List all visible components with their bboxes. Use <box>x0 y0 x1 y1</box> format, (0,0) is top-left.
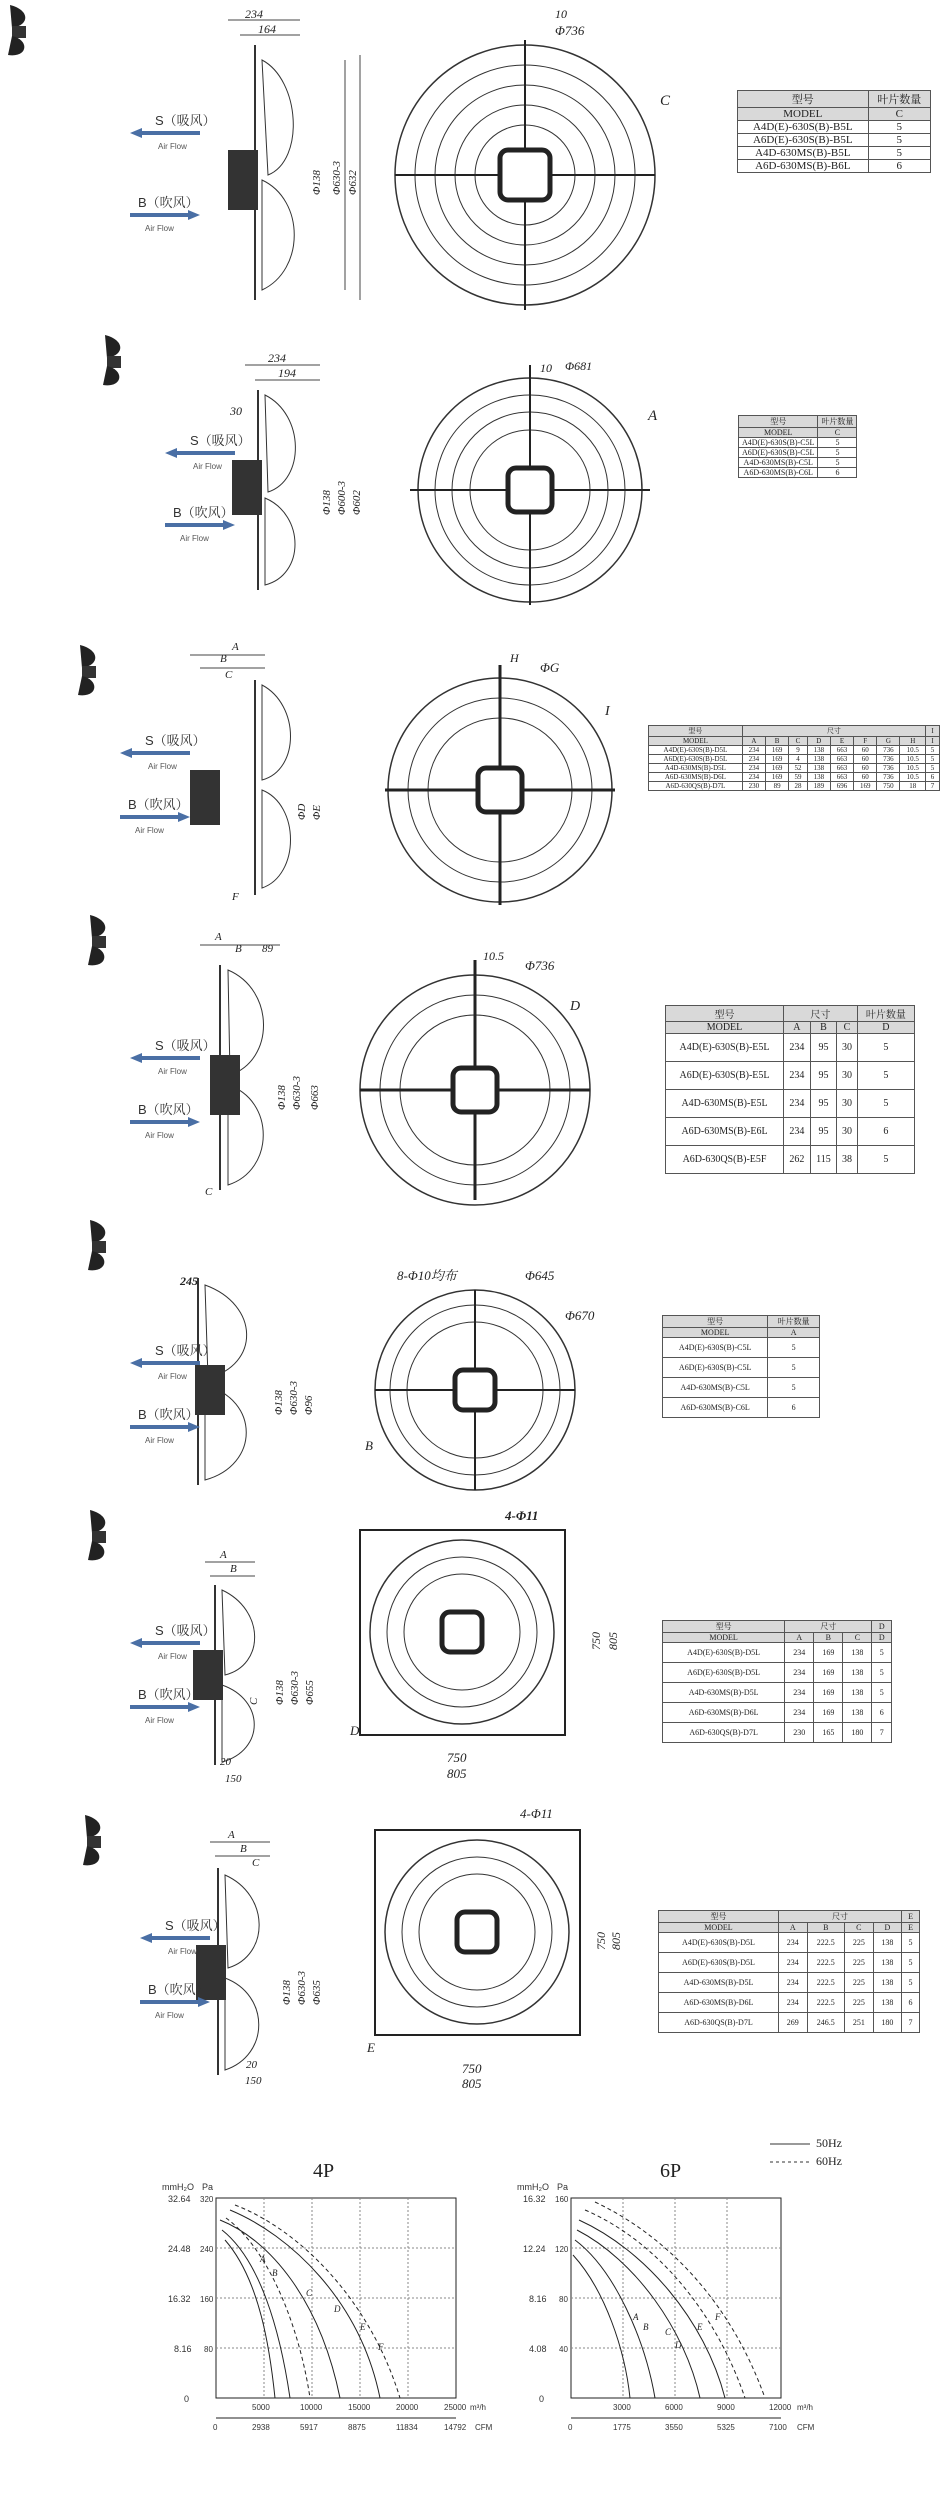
airflow-labels: S（吸风） Air Flow B（吹风） Air Flow <box>130 1340 240 1490</box>
spec-table-4: 型号 尺寸 叶片数量 MODEL A B C D A4D(E)-630S(B)-E5L 234 95 30 5 A6D(E)-630S(B)-E5L 234 95 30 5 A4D-630MS(B)-E5L 234 95 30 5 A6D-630MS(B)-E6L 234 95 30 6 A6D-630QS(B)-E5F 262 115 38 5 <box>665 1005 915 1174</box>
svg-text:750: 750 <box>589 1632 603 1650</box>
svg-text:25000: 25000 <box>444 2403 467 2412</box>
svg-text:A: A <box>215 931 222 943</box>
svg-text:C: C <box>205 1186 213 1198</box>
svg-text:E: E <box>697 2322 703 2332</box>
airflow-labels: S（吸风） Air Flow B（吹风） Air Flow <box>120 730 230 880</box>
svg-text:A: A <box>648 408 658 424</box>
svg-text:750: 750 <box>594 1932 608 1950</box>
svg-text:80: 80 <box>204 2345 213 2354</box>
svg-text:234: 234 <box>268 351 286 365</box>
svg-text:D: D <box>675 2340 682 2350</box>
spec-table-3: 型号 尺寸 I MODEL A B C D E F G H I A4D(E)-630S(B)-D5L 234 169 9 138 663 60 736 10.5 5 A6D(E)-630S(B)-D5L 234 169 4 138 663 60 736 10.5 5 A4D-630MS(B)-D5L 234 169 52 138 663 60 736 10.5 5 A6D-630MS(B)-D6L 234 169 59 138 663 60 736 10.5 6 A6D-630QS(B)-D7L 230 89 28 189 696 169 750 18 7 <box>648 725 940 791</box>
svg-text:E: E <box>367 2040 375 2055</box>
svg-text:Φ736: Φ736 <box>555 23 585 38</box>
svg-text:Pa: Pa <box>557 2182 569 2192</box>
spec-table-5: 型号 叶片数量 MODEL A A4D(E)-630S(B)-C5L 5 A6D(E)-630S(B)-C5L 5 A4D-630MS(B)-C5L 5 A6D-630MS(B)-C6L 6 <box>662 1315 820 1418</box>
svg-text:Φ635: Φ635 <box>311 1980 323 2005</box>
svg-text:16.32: 16.32 <box>168 2294 191 2304</box>
svg-text:15000: 15000 <box>348 2403 371 2412</box>
svg-text:Φ138: Φ138 <box>321 490 333 515</box>
svg-text:Φ736: Φ736 <box>525 958 555 973</box>
svg-text:120: 120 <box>555 2245 569 2254</box>
svg-text:20: 20 <box>220 1756 231 1768</box>
svg-text:Pa: Pa <box>202 2182 214 2192</box>
svg-text:C: C <box>306 2288 313 2298</box>
svg-text:B: B <box>235 943 242 955</box>
fan-front-view-6 <box>350 1490 645 1790</box>
svg-text:D: D <box>570 999 581 1014</box>
svg-text:1775: 1775 <box>613 2423 631 2432</box>
svg-text:150: 150 <box>245 2075 262 2087</box>
suction-label: S（吸风） <box>155 113 216 128</box>
svg-text:320: 320 <box>200 2195 214 2204</box>
legend-60hz: 60Hz <box>816 2154 842 2168</box>
performance-curves <box>0 2120 950 2500</box>
svg-text:805: 805 <box>462 2076 482 2091</box>
svg-text:C: C <box>665 2327 672 2337</box>
svg-text:194: 194 <box>278 366 296 380</box>
svg-text:CFM: CFM <box>475 2423 493 2432</box>
svg-text:160: 160 <box>200 2295 214 2304</box>
svg-text:7100: 7100 <box>769 2423 787 2432</box>
svg-text:C: C <box>225 669 233 681</box>
svg-text:A: A <box>228 1829 235 1841</box>
svg-text:150: 150 <box>225 1773 242 1785</box>
airflow-labels: S（吸风） Air Flow B（吹风） Air Flow <box>130 110 240 260</box>
svg-text:24.48: 24.48 <box>168 2244 191 2254</box>
svg-text:E: E <box>360 2322 366 2332</box>
airflow-labels: S（吸风） Air Flow B（吹风） Air Flow <box>165 430 275 580</box>
svg-text:ΦD: ΦD <box>296 803 308 820</box>
section-1 <box>0 0 950 320</box>
svg-text:C: C <box>660 93 671 109</box>
svg-text:mmH₂O: mmH₂O <box>162 2182 194 2192</box>
svg-text:CFM: CFM <box>797 2423 815 2432</box>
svg-text:ΦE: ΦE <box>311 804 323 820</box>
svg-text:A: A <box>232 641 239 653</box>
svg-text:9000: 9000 <box>717 2403 735 2412</box>
svg-text:4.08: 4.08 <box>529 2344 547 2354</box>
svg-text:30: 30 <box>230 404 242 418</box>
svg-text:0: 0 <box>539 2394 545 2404</box>
spec-table-6: 型号 尺寸 D MODEL A B C D A4D(E)-630S(B)-D5L 234 169 138 5 A6D(E)-630S(B)-D5L 234 169 138 5 A4D-630MS(B)-D5L 234 169 138 5 A6D-630MS(B)-D6L 234 169 138 6 A6D-630QS(B)-D7L 230 165 180 7 <box>662 1620 892 1743</box>
svg-text:B: B <box>240 1843 247 1855</box>
svg-text:Φ681: Φ681 <box>565 359 593 373</box>
svg-text:89: 89 <box>262 943 273 955</box>
section-5 <box>0 1200 950 1490</box>
spec-table-1: 型号 叶片数量 MODEL C A4D(E)-630S(B)-B5L 5 A6D(E)-630S(B)-B5L 5 A4D-630MS(B)-B5L 5 A6D-630MS(B)-B6L 6 <box>737 90 931 173</box>
svg-text:Φ632: Φ632 <box>347 170 359 195</box>
svg-text:C: C <box>252 1857 260 1869</box>
spec-table-2: 型号 叶片数量 MODEL C A4D(E)-630S(B)-C5L 5 A6D(E)-630S(B)-C5L 5 A4D-630MS(B)-C5L 5 A6D-630MS(B)-C6L 6 <box>738 415 857 478</box>
svg-text:A: A <box>220 1549 227 1561</box>
svg-text:16.32: 16.32 <box>523 2194 546 2204</box>
fan-front-view-7 <box>367 1790 650 2091</box>
svg-text:m³/h: m³/h <box>470 2403 486 2412</box>
svg-text:5000: 5000 <box>252 2403 270 2412</box>
section-6 <box>0 1490 950 1790</box>
svg-text:160: 160 <box>555 2195 569 2204</box>
svg-text:Φ138: Φ138 <box>274 1680 286 1705</box>
svg-text:3000: 3000 <box>613 2403 631 2412</box>
svg-text:mmH₂O: mmH₂O <box>517 2182 549 2192</box>
fan-front-view-1 <box>400 0 700 320</box>
blow-label: B（吹风） <box>138 195 199 210</box>
fan-front-view-4 <box>355 910 645 1200</box>
curve-chart-6p <box>515 2180 845 2490</box>
svg-text:14792: 14792 <box>444 2423 467 2432</box>
svg-text:Φ630-3: Φ630-3 <box>296 1970 308 2005</box>
svg-text:164: 164 <box>258 22 276 36</box>
svg-text:20000: 20000 <box>396 2403 419 2412</box>
svg-text:40: 40 <box>559 2345 568 2354</box>
svg-text:A: A <box>260 2254 266 2264</box>
curve-title-6p: 6P <box>660 2160 682 2182</box>
svg-text:12.24: 12.24 <box>523 2244 546 2254</box>
svg-text:4-Φ11: 4-Φ11 <box>520 1806 553 1821</box>
svg-text:I: I <box>605 704 610 719</box>
svg-text:0: 0 <box>213 2423 218 2432</box>
svg-text:5325: 5325 <box>717 2423 735 2432</box>
section-4 <box>0 910 950 1200</box>
fan-front-view-2 <box>400 320 680 610</box>
curve-chart-4p <box>160 2180 520 2490</box>
curve-legend <box>770 2136 890 2176</box>
curve-title-4p: 4P <box>313 2160 335 2182</box>
svg-text:2938: 2938 <box>252 2423 270 2432</box>
svg-text:Φ96: Φ96 <box>303 1395 315 1415</box>
svg-text:B: B <box>230 1563 237 1575</box>
svg-text:Φ630-3: Φ630-3 <box>288 1380 300 1415</box>
svg-text:Φ630-3: Φ630-3 <box>289 1670 301 1705</box>
svg-text:0: 0 <box>184 2394 190 2404</box>
svg-text:Φ600-3: Φ600-3 <box>336 480 348 515</box>
svg-text:6000: 6000 <box>665 2403 683 2412</box>
section-7 <box>0 1790 950 2090</box>
svg-text:805: 805 <box>609 1932 623 1950</box>
svg-text:B: B <box>220 653 227 665</box>
svg-text:805: 805 <box>447 1766 467 1781</box>
svg-text:4-Φ11: 4-Φ11 <box>505 1508 539 1523</box>
svg-text:H: H <box>510 651 519 665</box>
svg-text:Φ663: Φ663 <box>309 1085 321 1110</box>
svg-text:D: D <box>334 2304 341 2314</box>
svg-text:8.16: 8.16 <box>529 2294 547 2304</box>
svg-text:10: 10 <box>555 7 567 21</box>
svg-text:750: 750 <box>462 2061 482 2076</box>
svg-text:C: C <box>248 1697 260 1705</box>
svg-text:5917: 5917 <box>300 2423 318 2432</box>
spec-table-7: 型号 尺寸 E MODEL A B C D E A4D(E)-630S(B)-D5L 234 222.5 225 138 5 A6D(E)-630S(B)-D5L 234 222.5 225 138 5 A4D-630MS(B)-D5L 234 222.5 225 138 5 A6D-630MS(B)-D6L 234 222.5 225 138 6 A6D-630QS(B)-D7L 269 246.5 251 180 7 <box>658 1910 920 2033</box>
svg-text:245: 245 <box>180 1274 198 1288</box>
svg-text:m³/h: m³/h <box>797 2403 813 2412</box>
fan-front-view-5 <box>355 1200 645 1490</box>
svg-text:12000: 12000 <box>769 2403 792 2412</box>
svg-text:10000: 10000 <box>300 2403 323 2412</box>
svg-text:11834: 11834 <box>396 2423 418 2432</box>
svg-text:Φ138: Φ138 <box>276 1085 288 1110</box>
svg-text:B: B <box>272 2268 278 2278</box>
svg-text:80: 80 <box>559 2295 568 2304</box>
svg-text:Φ630-3: Φ630-3 <box>291 1075 303 1110</box>
svg-text:D: D <box>350 1723 360 1738</box>
svg-text:234: 234 <box>245 7 263 21</box>
svg-text:8.16: 8.16 <box>174 2344 192 2354</box>
svg-text:Φ630-3: Φ630-3 <box>331 160 343 195</box>
svg-text:20: 20 <box>246 2059 257 2071</box>
svg-text:B: B <box>643 2322 649 2332</box>
svg-text:Φ138: Φ138 <box>281 1980 293 2005</box>
svg-text:F: F <box>378 2342 384 2352</box>
svg-text:Φ138: Φ138 <box>311 170 323 195</box>
svg-text:F: F <box>715 2312 721 2322</box>
svg-text:ΦG: ΦG <box>540 660 560 675</box>
svg-text:240: 240 <box>200 2245 214 2254</box>
svg-text:A: A <box>633 2312 639 2322</box>
svg-text:8-Φ10均布: 8-Φ10均布 <box>397 1268 457 1283</box>
svg-text:0: 0 <box>568 2423 573 2432</box>
section-2 <box>0 320 950 610</box>
svg-text:Φ602: Φ602 <box>351 490 363 515</box>
airflow-labels: S（吸风） Air Flow B（吹风） Air Flow <box>130 1620 240 1770</box>
fan-front-view-3 <box>380 620 640 910</box>
svg-text:750: 750 <box>447 1750 467 1765</box>
svg-text:Φ138: Φ138 <box>273 1390 285 1415</box>
svg-text:B: B <box>365 1438 373 1453</box>
svg-text:3550: 3550 <box>665 2423 683 2432</box>
svg-text:10: 10 <box>540 361 552 375</box>
svg-text:Φ655: Φ655 <box>304 1680 316 1705</box>
svg-text:Φ645: Φ645 <box>525 1268 555 1283</box>
legend-50hz: 50Hz <box>816 2136 842 2150</box>
svg-text:805: 805 <box>606 1632 620 1650</box>
svg-text:8875: 8875 <box>348 2423 366 2432</box>
svg-text:10.5: 10.5 <box>483 949 504 963</box>
svg-text:Φ670: Φ670 <box>565 1308 595 1323</box>
svg-text:32.64: 32.64 <box>168 2194 191 2204</box>
airflow-labels: S（吸风） Air Flow B（吹风） Air Flow <box>130 1035 240 1185</box>
section-3 <box>0 620 950 910</box>
svg-text:F: F <box>232 891 239 903</box>
airflow-labels: S（吸风） Air Flow B（吹风） Air Flow <box>140 1915 250 2065</box>
